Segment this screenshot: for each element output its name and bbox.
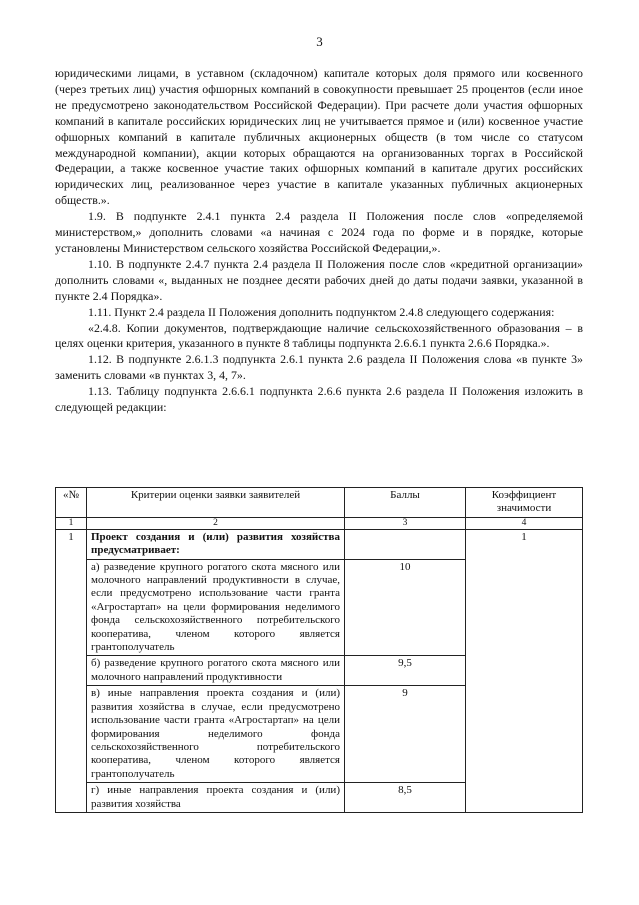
index-cell: 3 <box>345 517 466 529</box>
score-cell-empty <box>345 529 466 559</box>
header-coefficient: Коэффициент значимости <box>466 488 583 518</box>
table-header-row <box>56 488 583 518</box>
criterion-group-title: Проект создания и (или) развития хозяйства предусматривает: <box>87 529 345 559</box>
criterion-option-b: б) разведение крупного рогатого скота мясного или молочного направлений продуктивности <box>87 656 345 686</box>
paragraph-1-13: 1.13. Таблицу подпункта 2.6.6.1 подпункта 2.6.6 пункта 2.6 раздела II Положения изложить в следующей редакции: <box>55 384 583 415</box>
paragraph-1-12: 1.12. В подпункте 2.6.1.3 подпункта 2.6.1 пункта 2.6 раздела II Положения слова «в пункте 3» заменить словами «в пунктах 3, 4, 7». <box>55 352 583 383</box>
table-row <box>56 529 583 559</box>
row-number: 1 <box>56 529 87 812</box>
score-option-c: 9 <box>345 686 466 783</box>
index-cell: 2 <box>87 517 345 529</box>
score-option-a: 10 <box>345 559 466 656</box>
paragraph-2-4-8: «2.4.8. Копии документов, подтверждающие наличие сельскохозяйственного образования – в целях оценки критерия, указанного в пункте 8 таблицы подпункта 2.6.6.1 пункта 2.6.6 Порядка.». <box>55 320 583 351</box>
header-number: «№ <box>56 488 87 518</box>
criterion-option-d: г) иные направления проекта создания и (или) развития хозяйства <box>87 783 345 813</box>
page-number: 3 <box>316 34 323 49</box>
score-option-d: 8,5 <box>345 783 466 813</box>
coefficient-cell: 1 <box>466 529 583 812</box>
header-score: Баллы <box>345 488 466 518</box>
paragraph-1-10: 1.10. В подпункте 2.4.7 пункта 2.4 раздела II Положения после слов «кредитной организации» дополнить словами «, выданных не позднее десяти рабочих дней до даты подачи заявки, указанной в пункте 2.4 Порядка». <box>55 256 583 303</box>
table-index-row <box>56 517 583 529</box>
document-body <box>55 66 583 416</box>
paragraph-1-9: 1.9. В подпункте 2.4.1 пункта 2.4 раздела II Положения после слов «определяемой министерством,» дополнить словами «а начиная с 2024 года по форме и в порядке, которые установлены Министерством сельского хозяйства Российской Федерации,». <box>55 209 583 255</box>
paragraph-continuation: юридическими лицами, в уставном (складочном) капитале которых доля прямого или косвенного (через третьих лиц) участия офшорных компаний в совокупности превышает 25 процентов (если иное не предусмотрено законодательством Российской Федерации). При расчете доли участия офшорных компаний в капитале российских юридических лиц не учитывается прямое и (или) косвенное участие офшорных компаний в капитале публичных акционерных обществ (в том числе со статусом международной компании), акции которых обращаются на организованных торгах в Российской Федерации, а также косвенное участие таких офшорных компаний в капитале других российских юридических лиц, реализованное через участие в капитале указанных публичных акционерных обществ.». <box>55 66 583 208</box>
criterion-option-a: а) разведение крупного рогатого скота мясного или молочного направлений продуктивности в случае, если предусмотрено использование части гранта «Агростартап» на цели формирования неделимого фонда сельскохозяйственного потребительского кооператива, членом которого является грантополучатель <box>87 559 345 656</box>
index-cell: 1 <box>56 517 87 529</box>
score-option-b: 9,5 <box>345 656 466 686</box>
paragraph-1-11: 1.11. Пункт 2.4 раздела II Положения дополнить подпунктом 2.4.8 следующего содержания: <box>88 304 555 319</box>
index-cell: 4 <box>466 517 583 529</box>
header-criteria: Критерии оценки заявки заявителей <box>87 488 345 518</box>
criteria-table <box>55 487 583 813</box>
criterion-option-c: в) иные направления проекта создания и (или) развития хозяйства в случае, если предусмотрено использование части гранта «Агростартап» на цели формирования неделимого фонда сельскохозяйственного потребительского кооператива, членом которого является грантополучатель <box>87 686 345 783</box>
